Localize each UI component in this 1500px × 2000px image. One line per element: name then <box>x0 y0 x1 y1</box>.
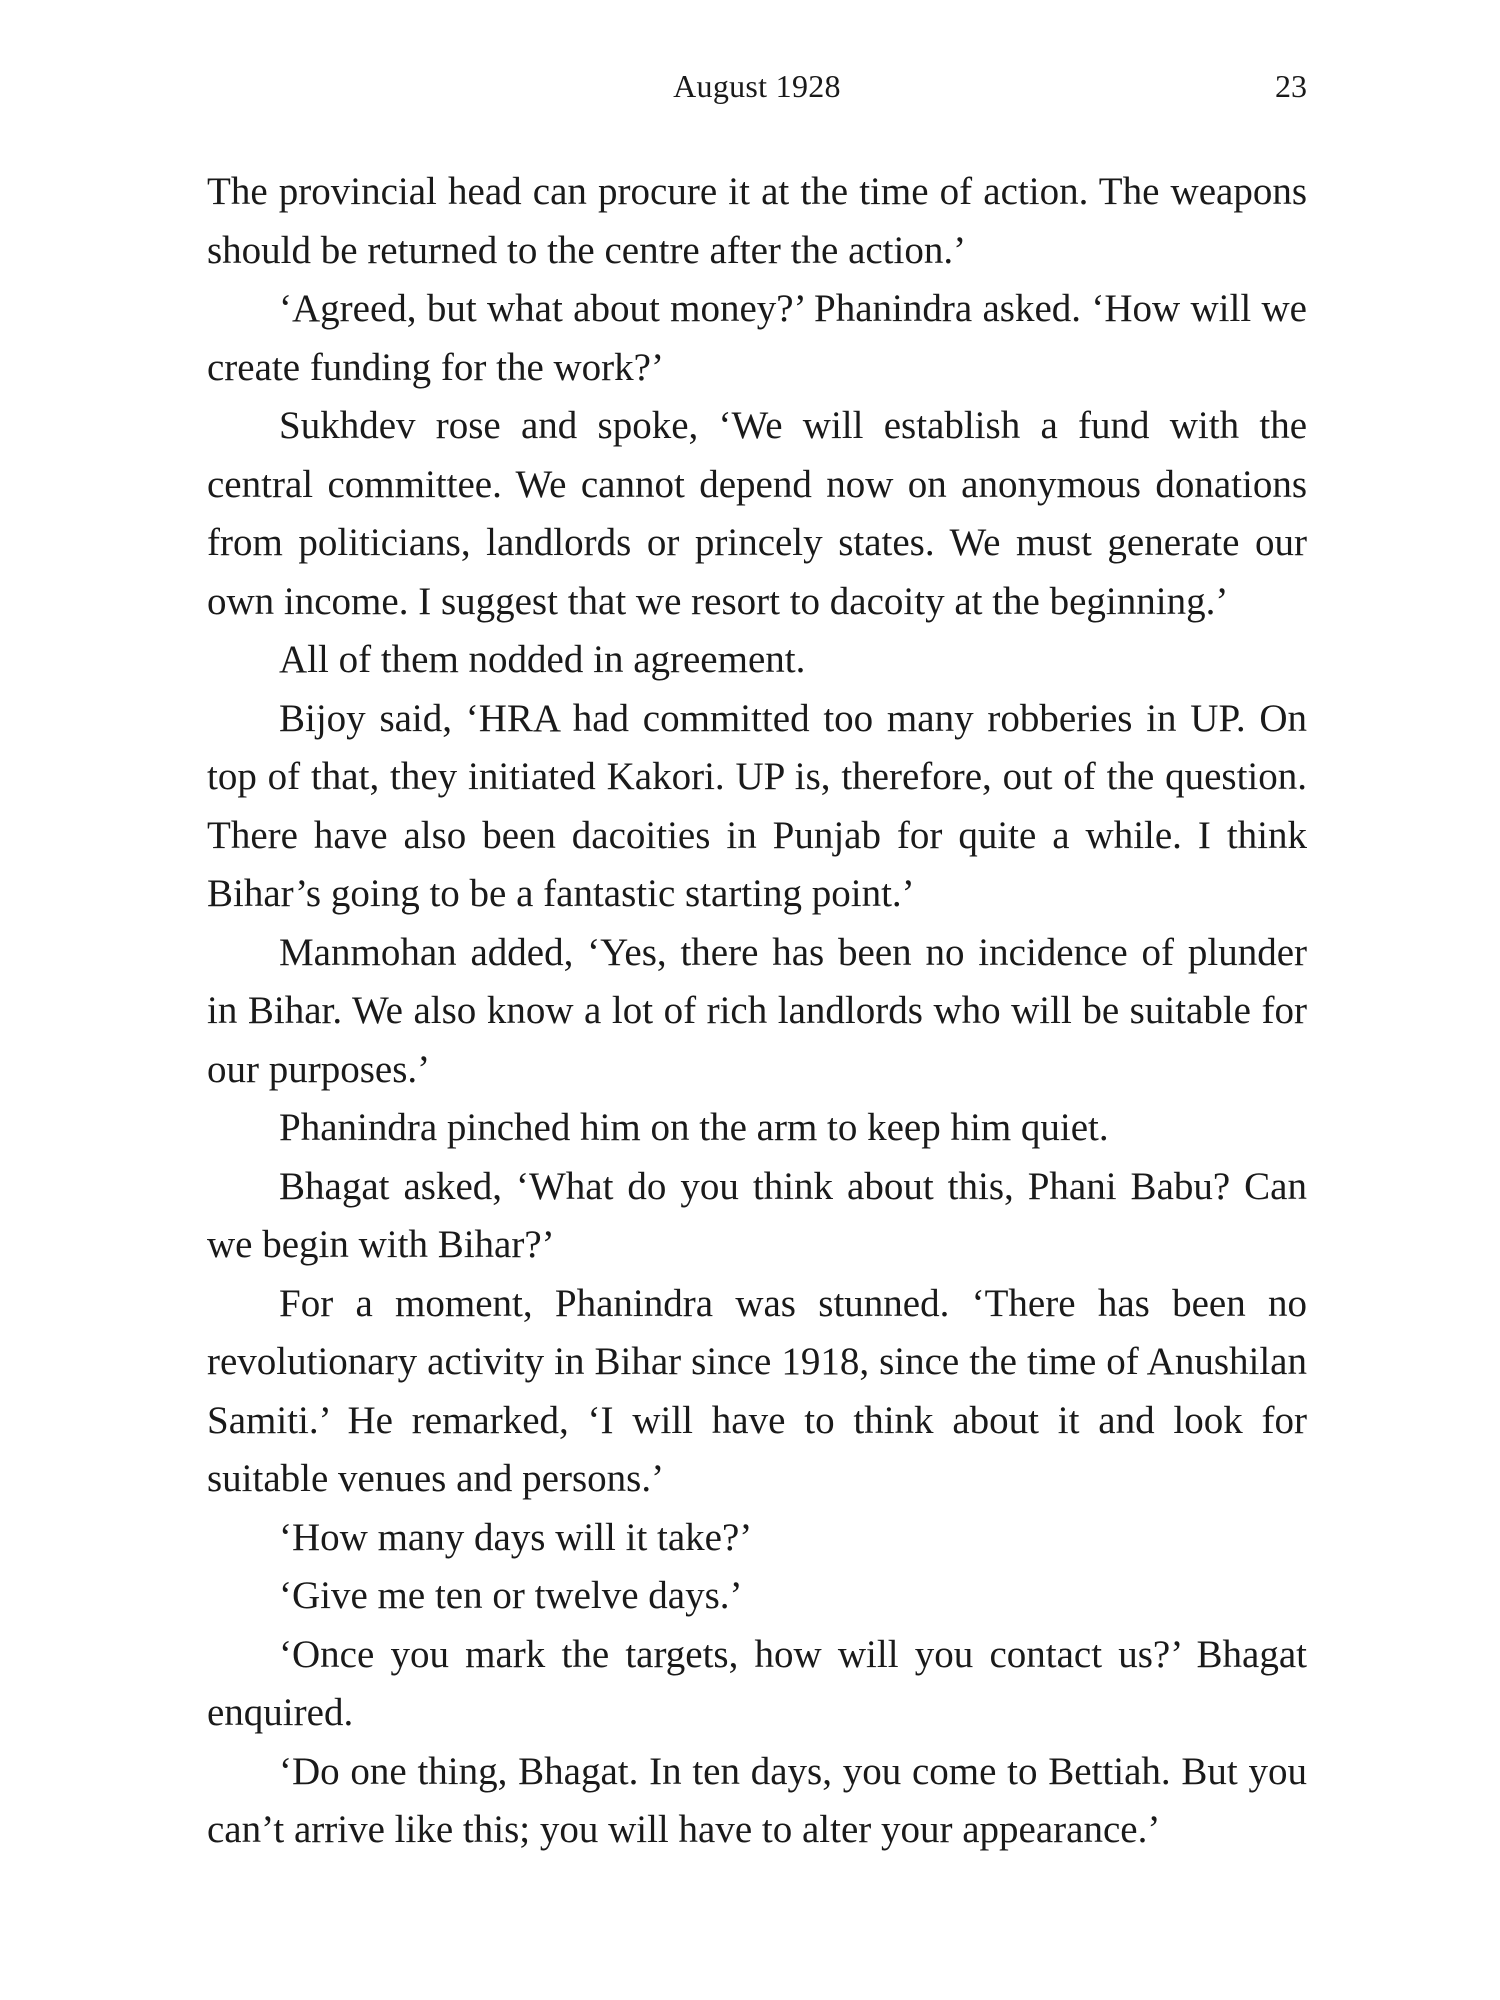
paragraph: The provincial head can procure it at the time of action. The weapons should be returned to the centre after the action.’ <box>207 170 1307 272</box>
paragraph: Sukhdev rose and spoke, ‘We will establish a fund with the central committee. We cannot depend now on anonymous donations from politicians, landlords or princely states. We must generate our own income. I suggest that we resort to dacoity at the beginning.’ <box>207 404 1307 623</box>
paragraph: Bhagat asked, ‘What do you think about this, Phani Babu? Can we begin with Bihar?’ <box>207 1164 1307 1266</box>
paragraph: For a moment, Phanindra was stunned. ‘There has been no revolutionary activity in Bihar since 1918, since the time of Anushilan Samiti.’ He remarked, ‘I will have to think about it and look for suitable venues and persons.’ <box>207 1281 1307 1500</box>
paragraph: Phanindra pinched him on the arm to keep him quiet. <box>279 1106 1109 1149</box>
paragraph: ‘Once you mark the targets, how will you contact us?’ Bhagat enquired. <box>207 1632 1307 1734</box>
running-title: August 1928 <box>673 68 841 104</box>
page-number: 23 <box>1275 68 1307 104</box>
paragraph: Bijoy said, ‘HRA had committed too many robberies in UP. On top of that, they initiated Kakori. UP is, therefore, out of the question. There have also been dacoities in Punjab for quite a while. I think Bihar’s going to be a fantastic starting point.’ <box>207 696 1307 915</box>
paragraph: All of them nodded in agreement. <box>279 638 806 681</box>
body-text <box>207 163 1307 1860</box>
paragraph: ‘How many days will it take?’ <box>279 1515 753 1559</box>
running-head <box>207 68 1307 118</box>
paragraph: ‘Do one thing, Bhagat. In ten days, you come to Bettiah. But you can’t arrive like this; you will have to alter your appearance.’ <box>207 1749 1307 1851</box>
paragraph: Manmohan added, ‘Yes, there has been no incidence of plunder in Bihar. We also know a lot of rich landlords who will be suitable for our purposes.’ <box>207 930 1307 1091</box>
paragraph: ‘Give me ten or twelve days.’ <box>279 1574 743 1617</box>
paragraph: ‘Agreed, but what about money?’ Phanindra asked. ‘How will we create funding for the work?’ <box>207 287 1307 389</box>
